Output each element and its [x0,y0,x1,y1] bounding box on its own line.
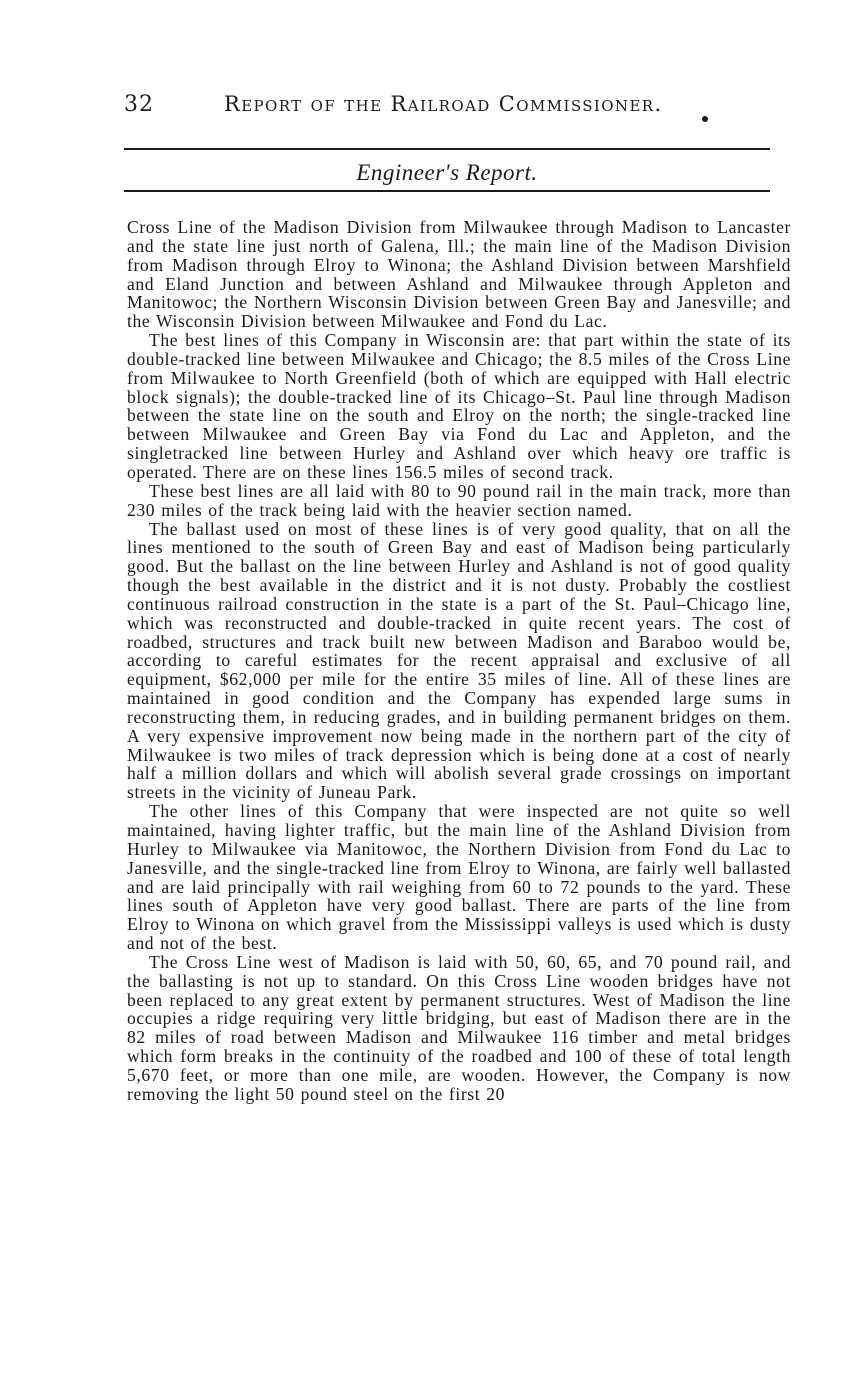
body-text [127,218,791,1104]
paragraph-cross-line: The Cross Line west of Madison is laid with 50, 60, 65, and 70 pound rail, and the ballasting is not up to standard. On this Cross Line wooden bridges have not been replaced to any great extent by permanent structures. West of Madison the line occupies a ridge requiring very little bridging, but east of Madison there are in the 82 miles of road between Madison and Milwaukee 116 timber and metal bridges which form breaks in the continuity of the roadbed and 100 of these of total length 5,670 feet, or more than one mile, are wooden. However, the Company is now removing the light 50 pound steel on the first 20 [127,951,791,1104]
paragraph-other-lines: The other lines of this Company that were inspected are not quite so well maintained, having lighter traffic, but the main line of the Ashland Division from Hurley to Milwaukee via Manitowoc, the Northern Division from Fond du Lac to Janesville, and the single-tracked line from Elroy to Winona, are fairly well ballasted and are laid principally with rail weighing from 60 to 72 pounds to the yard. These lines south of Appleton have very good ballast. There are parts of the line from Elroy to Winona on which gravel from the Mississippi valleys is used which is dusty and not of the best. [127,801,791,954]
header-rule-top [124,148,770,150]
section-title: Engineer's Report. [356,160,538,185]
running-head: Report of the Railroad Commissioner. [224,92,663,116]
page-number: 32 [124,92,154,117]
paragraph-rail-weight: These best lines are all laid with 80 to 90 pound rail in the main track, more than 230 miles of the track being laid with the heavier section named. [127,480,791,520]
paragraph-continued: Cross Line of the Madison Division from Milwaukee through Madison to Lancaster and the state line just north of Galena, Ill.; the main line of the Madison Division from Madison through Elroy to Winona; the Ashland Division between Marshfield and Eland Junction and between Ashland and Milwaukee through Appleton and Manitowoc; the Northern Wisconsin Division between Green Bay and Janesville; and the Wisconsin Division between Milwaukee and Fond du Lac. [127,217,791,332]
paragraph-best-lines: The best lines of this Company in Wisconsin are: that part within the state of its double-tracked line between Milwaukee and Chicago; the 8.5 miles of the Cross Line from Milwaukee to North Greenfield (both of which are equipped with Hall electric block signals); the double-tracked line of its Chicago–St. Paul line through Madison between the state line on the south and Elroy on the north; the single-tracked line between Milwaukee and Green Bay via Fond du Lac and Appleton, and the singletracked line between Hurley and Ashland over which heavy ore traffic is operated. There are on these lines 156.5 miles of second track. [127,330,791,482]
page-header [124,92,774,132]
header-rule-bottom [124,190,770,192]
printer-mark-dot [702,116,708,122]
paragraph-ballast: The ballast used on most of these lines is of very good quality, that on all the lines mentioned to the south of Green Bay and east of Madison being particularly good. But the ballast on the line between Hurley and Ashland is not of good quality though the best available in the district and it is not dusty. Probably the costliest continuous railroad construction in the state is a part of the St. Paul–Chicago line, which was reconstructed and double-tracked in quite recent years. The cost of roadbed, structures and track built new between Madison and Baraboo would be, according to careful estimates for the recent appraisal and exclusive of all equipment, $62,000 per mile for the entire 35 miles of line. All of these lines are maintained in good condition and the Company has expended large sums in reconstructing them, in reducing grades, and in building permanent bridges on them. A very expensive improvement now being made in the northern part of the city of Milwaukee is two miles of track depression which is being done at a cost of nearly half a million dollars and which will abolish several grade crossings on important streets in the vicinity of Juneau Park. [127,518,791,803]
